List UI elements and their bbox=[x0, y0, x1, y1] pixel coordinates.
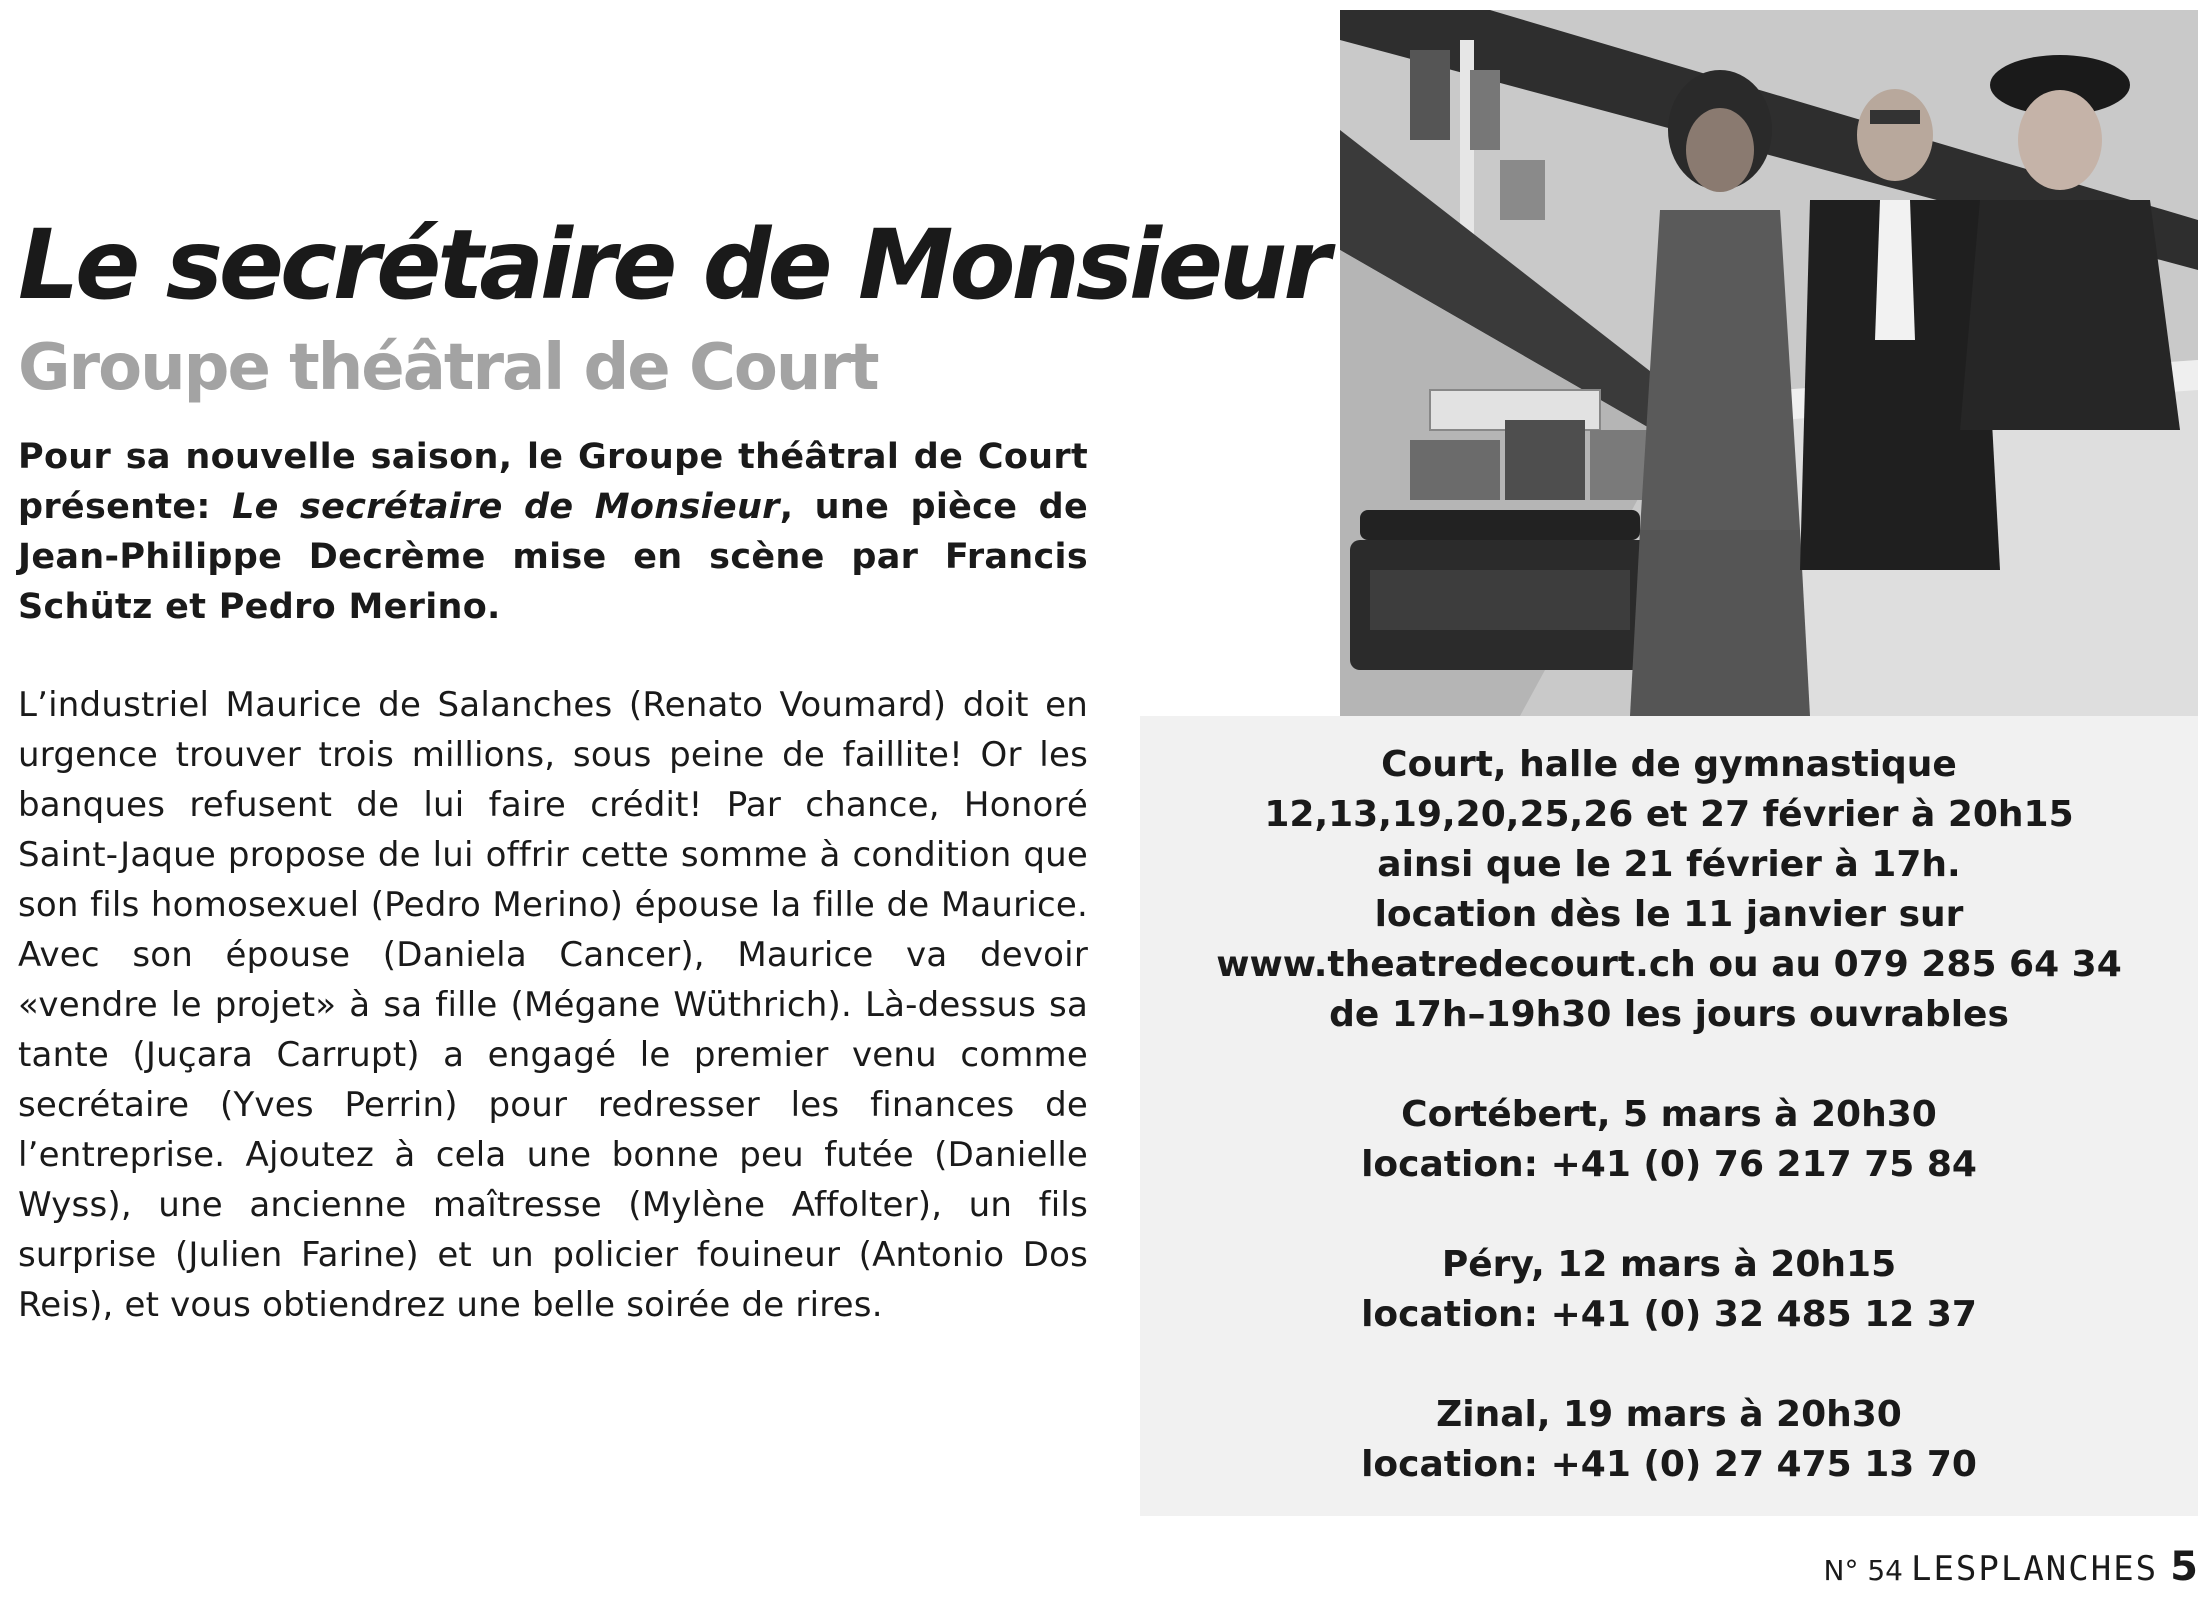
schedule-cortebert-date: Cortébert, 5 mars à 20h30 bbox=[1401, 1094, 1937, 1135]
lead-text-start: Pour sa nouvelle saison, le Groupe théâtral de Court présente: bbox=[18, 437, 1088, 527]
schedule-court-website-line[interactable]: www.theatredecourt.ch ou au 079 285 64 34 bbox=[1216, 944, 2122, 985]
schedule-pery-phone: location: +41 (0) 32 485 12 37 bbox=[1361, 1294, 1977, 1335]
lead-play-title: Le secrétaire de Monsieur bbox=[232, 487, 780, 527]
schedule-pery-date: Péry, 12 mars à 20h15 bbox=[1441, 1244, 1897, 1285]
schedule-pery bbox=[1140, 1240, 2198, 1340]
schedule-zinal-phone: location: +41 (0) 27 475 13 70 bbox=[1361, 1444, 1977, 1485]
schedule-court-line: de 17h–19h30 les jours ouvrables bbox=[1329, 994, 2009, 1035]
article-lead bbox=[18, 432, 1088, 632]
page-number: 5 bbox=[2170, 1544, 2198, 1590]
spacer bbox=[1140, 1040, 2198, 1090]
issue-number: N° 54 bbox=[1823, 1554, 1903, 1587]
magazine-name: LESPLANCHES bbox=[1910, 1549, 2159, 1589]
schedule-court-line: Court, halle de gymnastique bbox=[1381, 744, 1957, 785]
schedule-cortebert bbox=[1140, 1090, 2198, 1190]
cast-photo bbox=[1340, 10, 2198, 716]
article-subtitle: Groupe théâtral de Court bbox=[18, 331, 878, 405]
article-title: Le secrétaire de Monsieur bbox=[18, 209, 1327, 321]
spacer bbox=[1140, 1340, 2198, 1390]
schedule-court-line: location dès le 11 janvier sur bbox=[1374, 894, 1964, 935]
schedule-court-line: 12,13,19,20,25,26 et 27 février à 20h15 bbox=[1264, 794, 2074, 835]
schedule-court bbox=[1140, 716, 2198, 1040]
schedule-cortebert-phone: location: +41 (0) 76 217 75 84 bbox=[1361, 1144, 1977, 1185]
schedule-zinal bbox=[1140, 1390, 2198, 1490]
schedule-court-line: ainsi que le 21 février à 17h. bbox=[1377, 844, 1961, 885]
schedule-panel bbox=[1140, 716, 2198, 1516]
spacer bbox=[1140, 1190, 2198, 1240]
cast-photo-illustration bbox=[1340, 10, 2198, 716]
schedule-zinal-date: Zinal, 19 mars à 20h30 bbox=[1436, 1394, 1902, 1435]
article-body: L’industriel Maurice de Salanches (Renato Voumard) doit en urgence trouver trois millions, sous peine de faillite! Or les banques refusent de lui faire crédit! Par chance, Honoré Saint-Jaque propose de lui offrir cette somme à condition que son fils homosexuel (Pedro Merino) épouse la fille de Maurice. Avec son épouse (Daniela Cancer), Maurice va devoir «vendre le projet» à sa fille (Mégane Wüthrich). Là-dessus sa tante (Juçara Carrupt) a engagé le premier venu comme secrétaire (Yves Perrin) pour redresser les finances de l’entreprise. Ajoutez à cela une bonne peu futée (Danielle Wyss), une ancienne maîtresse (Mylène Affolter), un fils surprise (Julien Farine) et un policier fouineur (Antonio Dos Reis), et vous obtiendrez une belle soirée de rires. bbox=[18, 685, 1088, 1325]
page-footer bbox=[1824, 1545, 2199, 1593]
lead-text-end: , une pièce de Jean-Philippe Decrème mise en scène par Francis Schütz et Pedro Merino. bbox=[18, 487, 1088, 627]
